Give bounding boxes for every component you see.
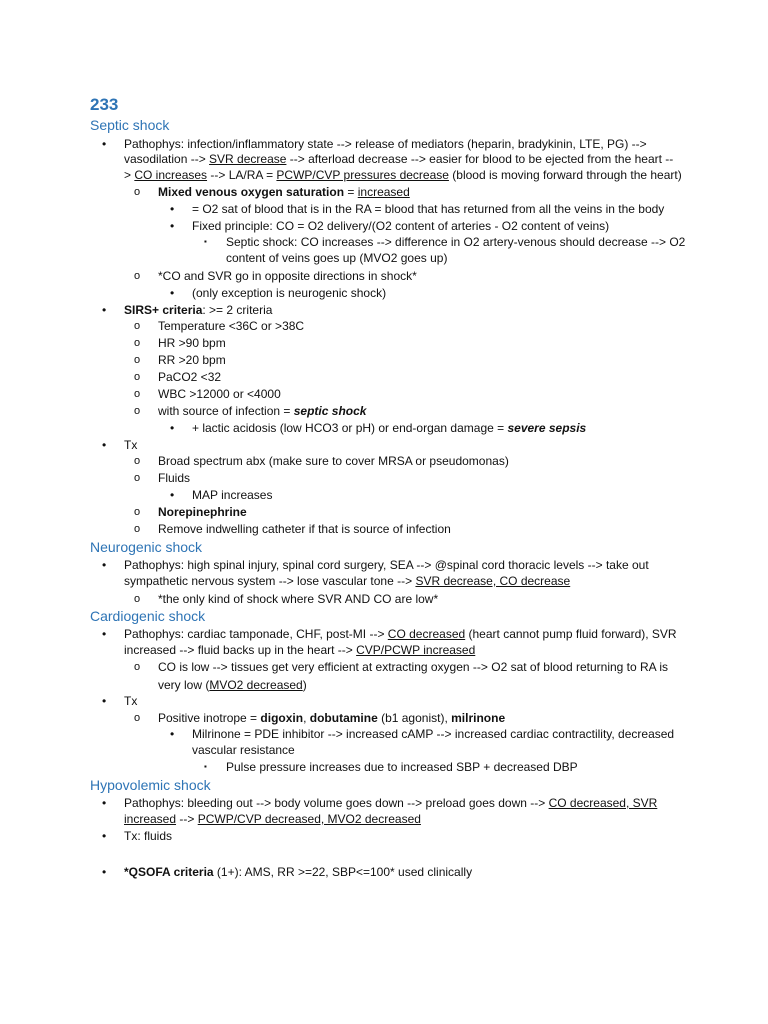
bullet-circle: o: [134, 186, 141, 198]
sirs-line: SIRS+ criteria: >= 2 criteria: [124, 303, 273, 317]
milrinone-line-1: Milrinone = PDE inhibitor --> increased cAMP --> increased cardiac contractility, decreased: [192, 727, 675, 741]
bullet-square: ▪: [204, 237, 207, 246]
septic-pathophys-line-1: Pathophys: infection/inflammatory state --> release of mediators (heparin, bradykinin, LTE, PG) -->: [124, 137, 647, 151]
heading-septic-shock: Septic shock: [90, 117, 170, 133]
bullet-circle: o: [134, 472, 141, 484]
bullet-disc: •: [102, 558, 107, 572]
page-number: 233: [90, 95, 119, 114]
bullet-disc: •: [170, 727, 175, 741]
neurogenic-line-2: sympathetic nervous system --> lose vascular tone --> SVR decrease, CO decrease: [124, 574, 571, 588]
hypovolemic-tx-line: Tx: fluids: [124, 829, 173, 843]
bullet-disc: •: [170, 202, 175, 216]
heading-cardiogenic-shock: Cardiogenic shock: [90, 608, 206, 624]
septic-pathophys-line-2: vasodilation --> SVR decrease --> afterload decrease --> easier for blood to be ejected from the heart --: [124, 152, 674, 166]
abx-line: Broad spectrum abx (make sure to cover MRSA or pseudomonas): [158, 454, 509, 468]
catheter-line: Remove indwelling catheter if that is source of infection: [158, 522, 451, 536]
pulse-pressure-line: Pulse pressure increases due to increased SBP + decreased DBP: [226, 760, 578, 774]
bullet-disc: •: [102, 829, 107, 843]
bullet-circle: o: [134, 337, 141, 349]
cardiogenic-line-2: increased --> fluid backs up in the heart --> CVP/PCWP increased: [124, 643, 476, 657]
hr-line: HR >90 bpm: [158, 336, 226, 350]
exception-line: (only exception is neurogenic shock): [192, 286, 387, 300]
bullet-disc: •: [170, 421, 175, 435]
neurogenic-line-1: Pathophys: high spinal injury, spinal cord surgery, SEA --> @spinal cord thoracic levels --> take out: [124, 558, 649, 572]
bullet-disc: •: [102, 865, 107, 879]
temperature-line: Temperature <36C or >38C: [158, 319, 305, 333]
bullet-disc: •: [102, 796, 107, 810]
bullet-circle: o: [134, 371, 141, 383]
bullet-disc: •: [102, 438, 107, 452]
norepinephrine-line: Norepinephrine: [158, 505, 247, 519]
bullet-circle: o: [134, 320, 141, 332]
heading-hypovolemic-shock: Hypovolemic shock: [90, 777, 211, 793]
bullet-circle: o: [134, 405, 141, 417]
rr-line: RR >20 bpm: [158, 353, 226, 367]
bullet-circle: o: [134, 523, 141, 535]
o2-sat-line: = O2 sat of blood that is in the RA = blood that has returned from all the veins in the body: [192, 202, 665, 216]
source-of-infection-line: with source of infection = septic shock: [158, 404, 367, 418]
map-line: MAP increases: [192, 488, 273, 502]
septic-pathophys-line-3: > CO increases --> LA/RA = PCWP/CVP pressures decrease (blood is moving forward through the heart): [124, 168, 682, 182]
bullet-disc: •: [102, 303, 107, 317]
bullet-circle: o: [134, 506, 141, 518]
septic-co-line-1: Septic shock: CO increases --> difference in O2 artery-venous should decrease --> O2: [226, 235, 686, 249]
milrinone-line-2: vascular resistance: [192, 743, 295, 757]
bullet-circle: o: [134, 455, 141, 467]
hypovolemic-line-2: increased --> PCWP/CVP decreased, MVO2 decreased: [124, 812, 421, 826]
fixed-principle-line: Fixed principle: CO = O2 delivery/(O2 content of arteries - O2 content of veins): [192, 219, 610, 233]
cardiogenic-line-1: Pathophys: cardiac tamponade, CHF, post-MI --> CO decreased (heart cannot pump fluid forward), SVR: [124, 627, 677, 641]
bullet-circle: o: [134, 712, 141, 724]
septic-tx-line: Tx: [124, 438, 138, 452]
bullet-circle: o: [134, 388, 141, 400]
mvo2-line: Mixed venous oxygen saturation = increased: [158, 185, 410, 199]
bullet-circle: o: [134, 354, 141, 366]
qsofa-line: *QSOFA criteria (1+): AMS, RR >=22, SBP<=100* used clinically: [124, 865, 473, 879]
wbc-line: WBC >12000 or <4000: [158, 387, 281, 401]
paco2-line: PaCO2 <32: [158, 370, 222, 384]
inotrope-line: Positive inotrope = digoxin, dobutamine (b1 agonist), milrinone: [158, 711, 506, 725]
opposite-directions-line: *CO and SVR go in opposite directions in shock*: [158, 269, 417, 283]
bullet-disc: •: [102, 694, 107, 708]
bullet-circle: o: [134, 661, 141, 673]
cardiogenic-tx-line: Tx: [124, 694, 138, 708]
bullet-disc: •: [170, 488, 175, 502]
fluids-line: Fluids: [158, 471, 191, 485]
bullet-disc: •: [170, 219, 175, 233]
lactic-acidosis-line: + lactic acidosis (low HCO3 or pH) or end-organ damage = severe sepsis: [192, 421, 587, 435]
bullet-disc: •: [170, 286, 175, 300]
bullet-circle: o: [134, 593, 141, 605]
septic-co-line-2: content of veins goes up (MVO2 goes up): [226, 251, 448, 265]
bullet-circle: o: [134, 270, 141, 282]
co-low-line-1: CO is low --> tissues get very efficient at extracting oxygen --> O2 sat of blood returning to RA is: [158, 660, 669, 674]
heading-neurogenic-shock: Neurogenic shock: [90, 539, 203, 555]
hypovolemic-line-1: Pathophys: bleeding out --> body volume goes down --> preload goes down --> CO decreased, SVR: [124, 796, 658, 810]
bullet-square: ▪: [204, 762, 207, 771]
neurogenic-only-line: *the only kind of shock where SVR AND CO are low*: [158, 592, 439, 606]
bullet-disc: •: [102, 627, 107, 641]
bullet-disc: •: [102, 137, 107, 151]
co-low-line-2: very low (MVO2 decreased): [158, 678, 307, 692]
